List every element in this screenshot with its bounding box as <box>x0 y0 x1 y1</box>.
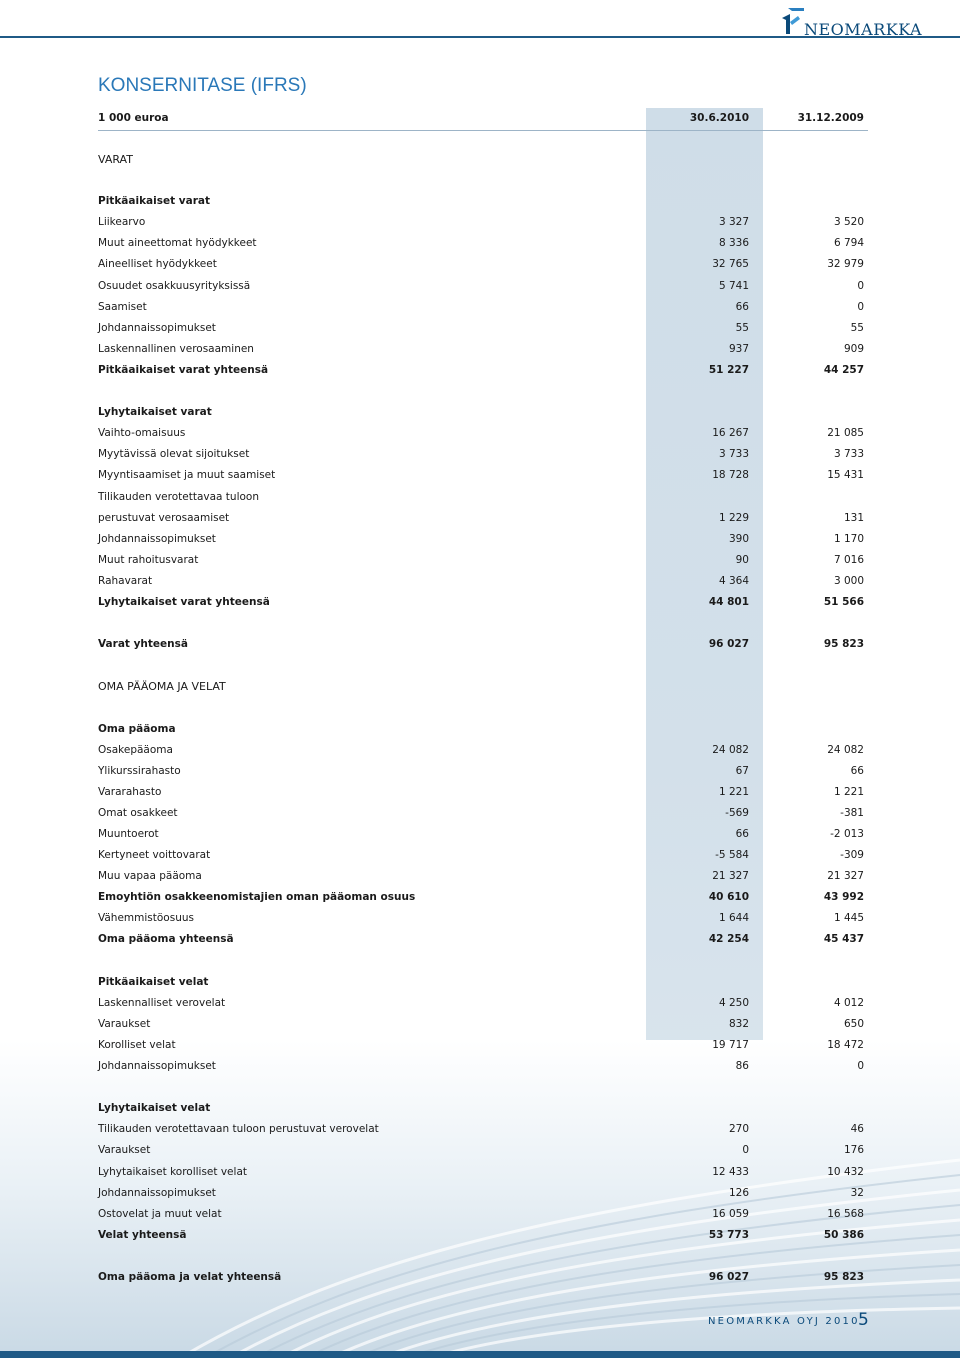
row-value-2009: 4 012 <box>833 996 864 1009</box>
row-value-2010: 19 717 <box>712 1038 749 1051</box>
row-value-2010: 5 741 <box>718 279 749 292</box>
row-label: Kertyneet voittovarat <box>98 849 211 862</box>
unit-label: 1 000 euroa <box>98 112 169 124</box>
row-label: Korolliset velat <box>98 1038 176 1051</box>
row-value-2010: 832 <box>728 1017 749 1030</box>
table-row <box>98 339 868 360</box>
row-label: Muut aineettomat hyödykkeet <box>98 237 257 250</box>
table-row <box>98 1162 868 1183</box>
row-label: Johdannaissopimukset <box>98 1060 216 1073</box>
table-row <box>98 1140 868 1161</box>
row-value-2009: 32 <box>850 1186 864 1199</box>
row-value-2009: 32 979 <box>827 258 864 271</box>
row-value-2009: 3 520 <box>833 216 864 229</box>
table-row <box>98 782 868 803</box>
table-row <box>98 487 868 508</box>
row-value-2009: 55 <box>850 321 864 334</box>
balance-sheet-table <box>98 149 868 1288</box>
table-row <box>98 993 868 1014</box>
row-label: Saamiset <box>98 300 147 313</box>
row-value-2009: 95 823 <box>823 1270 864 1283</box>
row-value-2010: -569 <box>725 806 749 819</box>
row-value-2010: 66 <box>735 828 749 840</box>
row-value-2009: 43 992 <box>823 891 864 904</box>
row-value-2010: 16 059 <box>712 1207 749 1220</box>
table-row <box>98 254 868 275</box>
row-label: Myyntisaamiset ja muut saamiset <box>98 469 276 482</box>
row-value-2010: 1 221 <box>718 785 749 798</box>
row-label: Tilikauden verotettavaan tuloon perustuvat verovelat <box>98 1123 379 1136</box>
table-row <box>98 592 868 613</box>
spacer-row <box>98 381 868 402</box>
row-value-2009: -309 <box>840 849 864 862</box>
table-row <box>98 866 868 887</box>
table-row <box>98 845 868 866</box>
row-label: Varaukset <box>98 1017 151 1030</box>
row-label: Rahavarat <box>98 574 153 587</box>
row-value-2010: 1 229 <box>718 511 749 524</box>
row-label: Pitkäaikaiset varat yhteensä <box>98 363 269 376</box>
logo-mark-icon <box>776 4 806 38</box>
row-value-2009: 21 085 <box>827 427 864 440</box>
table-row <box>98 908 868 929</box>
table-row <box>98 191 868 212</box>
row-value-2010: 18 728 <box>712 469 749 482</box>
row-value-2010: 1 644 <box>718 912 749 925</box>
row-value-2009: 6 794 <box>833 237 864 250</box>
row-value-2010: 32 765 <box>712 258 749 271</box>
row-value-2010: -5 584 <box>715 849 749 862</box>
row-value-2009: 909 <box>843 342 864 355</box>
table-row <box>98 529 868 550</box>
row-value-2010: 96 027 <box>708 1270 749 1283</box>
row-label: Muu vapaa pääoma <box>98 870 202 883</box>
row-value-2009: 1 445 <box>833 912 864 925</box>
row-label: Lyhytaikaiset varat yhteensä <box>98 595 270 608</box>
row-value-2009: -2 013 <box>830 828 864 840</box>
table-row <box>98 761 868 782</box>
table-row <box>98 887 868 908</box>
row-label: Varaukset <box>98 1144 151 1157</box>
table-row <box>98 318 868 339</box>
row-value-2010: 0 <box>742 1144 749 1157</box>
row-label: VARAT <box>98 153 133 166</box>
row-label: Oma pääoma yhteensä <box>98 933 234 946</box>
row-label: Ostovelat ja muut velat <box>98 1207 222 1220</box>
row-label: Johdannaissopimukset <box>98 1186 216 1199</box>
footer-company: NEOMARKKA OYJ 2010 <box>708 1316 860 1327</box>
spacer-row <box>98 655 868 676</box>
row-label: Vararahasto <box>98 785 162 798</box>
row-value-2009: 24 082 <box>827 743 864 756</box>
row-value-2010: 937 <box>728 342 749 355</box>
row-label: Laskennalliset verovelat <box>98 996 226 1009</box>
table-row <box>98 1014 868 1035</box>
table-row <box>98 1204 868 1225</box>
logo-wordmark: NEOMARKKA <box>804 20 923 39</box>
row-value-2009: 10 432 <box>827 1165 864 1178</box>
row-label: Ylikurssirahasto <box>98 764 181 777</box>
row-value-2010: 66 <box>735 300 749 313</box>
row-label: Osakepääoma <box>98 743 173 756</box>
table-row <box>98 740 868 761</box>
spacer-row <box>98 697 868 718</box>
table-row <box>98 423 868 444</box>
table-row <box>98 1056 868 1077</box>
table-row <box>98 803 868 824</box>
table-row <box>98 402 868 423</box>
row-value-2010: 8 336 <box>718 237 749 250</box>
spacer-row <box>98 1077 868 1098</box>
row-label: Osuudet osakkuusyrityksissä <box>98 279 251 292</box>
row-label: Pitkäaikaiset varat <box>98 195 210 208</box>
table-row <box>98 719 868 740</box>
row-label: Omat osakkeet <box>98 806 178 819</box>
table-row <box>98 824 868 845</box>
row-label: Johdannaissopimukset <box>98 532 216 545</box>
table-row <box>98 212 868 233</box>
row-value-2010: 4 364 <box>718 574 749 587</box>
row-value-2009: 7 016 <box>833 553 864 566</box>
row-label: Muut rahoitusvarat <box>98 553 199 566</box>
row-value-2010: 3 327 <box>718 216 749 229</box>
row-value-2010: 16 267 <box>712 427 749 440</box>
table-row <box>98 550 868 571</box>
table-row <box>98 465 868 486</box>
row-value-2009: 18 472 <box>827 1038 864 1051</box>
table-header <box>98 108 868 131</box>
row-value-2009: 3 000 <box>833 574 864 587</box>
row-value-2009: 3 733 <box>833 448 864 461</box>
row-label: Vaihto-omaisuus <box>98 427 186 440</box>
row-value-2009: 46 <box>850 1123 864 1136</box>
row-value-2009: 66 <box>850 764 864 777</box>
row-value-2010: 42 254 <box>708 933 749 946</box>
row-value-2010: 67 <box>735 764 749 777</box>
row-value-2010: 96 027 <box>708 638 749 651</box>
row-label: Velat yhteensä <box>98 1228 187 1241</box>
page-title: KONSERNITASE (IFRS) <box>98 75 307 96</box>
row-label: Lyhytaikaiset varat <box>98 406 212 419</box>
table-row <box>98 149 868 170</box>
row-label: Laskennallinen verosaaminen <box>98 342 254 355</box>
row-value-2010: 12 433 <box>712 1165 749 1178</box>
row-value-2009: 131 <box>843 511 864 524</box>
row-label: Aineelliset hyödykkeet <box>98 258 217 271</box>
row-value-2009: 51 566 <box>823 595 864 608</box>
row-value-2010: 44 801 <box>708 595 749 608</box>
row-label: Muuntoerot <box>98 828 159 840</box>
row-value-2009: -381 <box>840 806 864 819</box>
table-row <box>98 444 868 465</box>
table-row <box>98 508 868 529</box>
footer-rule <box>0 1351 960 1358</box>
row-label: Oma pääoma ja velat yhteensä <box>98 1270 282 1283</box>
row-value-2009: 650 <box>843 1017 864 1030</box>
neomarkka-logo <box>776 4 960 38</box>
row-value-2009: 44 257 <box>823 363 864 376</box>
row-label: Johdannaissopimukset <box>98 321 216 334</box>
table-row <box>98 676 868 697</box>
row-value-2009: 50 386 <box>823 1228 864 1241</box>
row-value-2009: 1 221 <box>833 785 864 798</box>
row-value-2009: 0 <box>857 300 864 313</box>
row-value-2009: 0 <box>857 1060 864 1073</box>
table-row <box>98 1119 868 1140</box>
row-value-2010: 53 773 <box>708 1228 749 1241</box>
table-row <box>98 1267 868 1288</box>
table-row <box>98 233 868 254</box>
row-label: Myytävissä olevat sijoitukset <box>98 448 250 461</box>
row-value-2010: 4 250 <box>718 996 749 1009</box>
spacer-row <box>98 951 868 972</box>
row-value-2009: 176 <box>843 1144 864 1157</box>
row-label: Oma pääoma <box>98 722 176 735</box>
row-value-2010: 3 733 <box>718 448 749 461</box>
row-value-2010: 270 <box>728 1123 749 1136</box>
column-header-previous: 31.12.2009 <box>797 112 864 124</box>
row-value-2009: 95 823 <box>823 638 864 651</box>
row-value-2009: 16 568 <box>827 1207 864 1220</box>
table-row <box>98 1183 868 1204</box>
row-value-2010: 126 <box>728 1186 749 1199</box>
row-value-2009: 15 431 <box>827 469 864 482</box>
row-label: perustuvat verosaamiset <box>98 511 230 524</box>
table-row <box>98 972 868 993</box>
row-value-2009: 21 327 <box>827 870 864 883</box>
page-number: 5 <box>858 1310 869 1330</box>
row-label: Vähemmistöosuus <box>98 912 194 925</box>
row-label: Varat yhteensä <box>98 638 188 651</box>
row-value-2010: 86 <box>735 1060 749 1073</box>
row-label: Pitkäaikaiset velat <box>98 975 209 988</box>
table-row <box>98 571 868 592</box>
row-value-2010: 51 227 <box>708 363 749 376</box>
row-label: Lyhytaikaiset velat <box>98 1102 211 1115</box>
row-label: Tilikauden verotettavaa tuloon <box>98 490 259 503</box>
row-label: Lyhytaikaiset korolliset velat <box>98 1165 247 1178</box>
row-value-2009: 0 <box>857 279 864 292</box>
table-row <box>98 297 868 318</box>
table-row <box>98 276 868 297</box>
table-row <box>98 634 868 655</box>
row-value-2009: 45 437 <box>823 933 864 946</box>
spacer-row <box>98 1246 868 1267</box>
row-value-2010: 24 082 <box>712 743 749 756</box>
row-value-2010: 390 <box>728 532 749 545</box>
table-row <box>98 929 868 950</box>
table-row <box>98 1098 868 1119</box>
table-row <box>98 1035 868 1056</box>
table-row <box>98 1225 868 1246</box>
row-label: OMA PÄÄOMA JA VELAT <box>98 680 226 694</box>
row-label: Liikearvo <box>98 216 146 229</box>
row-value-2010: 55 <box>735 321 749 334</box>
row-value-2010: 21 327 <box>712 870 749 883</box>
row-label: Emoyhtiön osakkeenomistajien oman pääoman osuus <box>98 891 416 904</box>
row-value-2010: 40 610 <box>708 891 749 904</box>
table-row <box>98 360 868 381</box>
row-value-2010: 90 <box>735 553 749 566</box>
column-header-current: 30.6.2010 <box>689 112 749 124</box>
row-value-2009: 1 170 <box>833 532 864 545</box>
spacer-row <box>98 170 868 191</box>
spacer-row <box>98 613 868 634</box>
